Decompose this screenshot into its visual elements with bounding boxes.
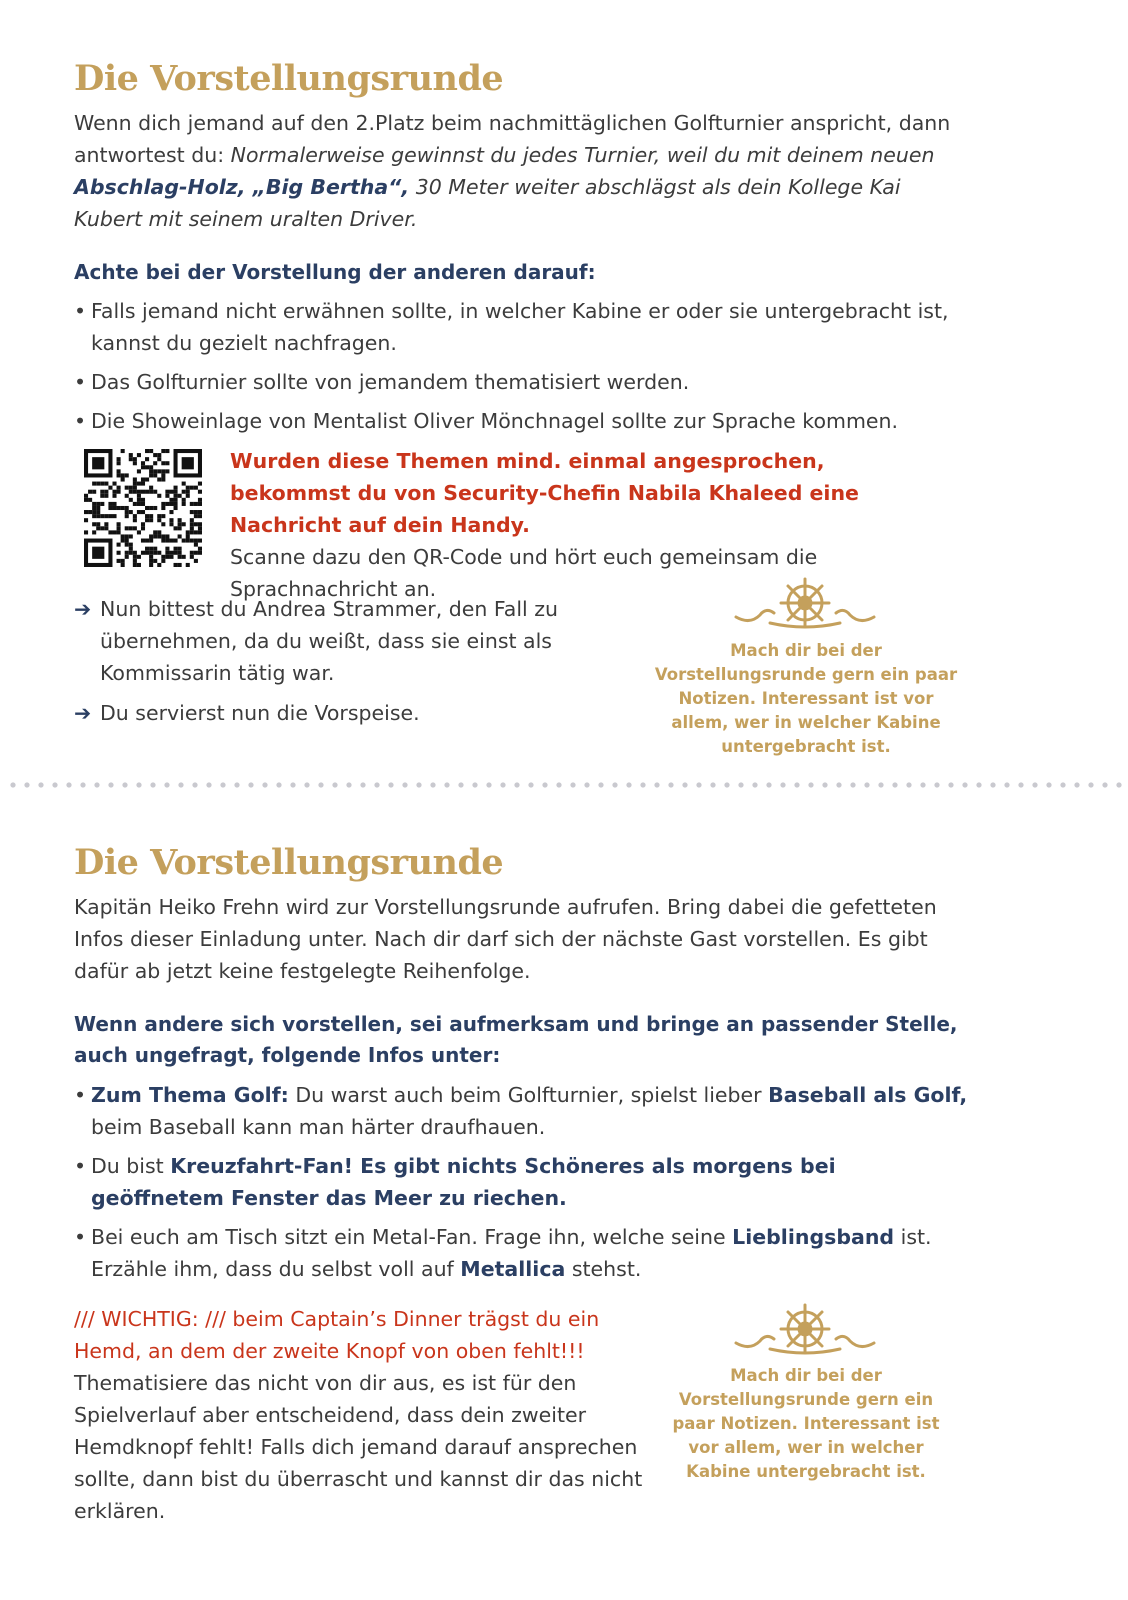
- arrow-right-icon: ➔: [74, 597, 92, 621]
- ship-wheel-icon: [730, 1303, 880, 1357]
- section1-note: Mach dir bei der Vorstellungsrunde gern ein paar Notizen. Interessant ist vor allem, wer in welcher Kabine untergebracht ist.: [654, 641, 958, 756]
- list-item: • Zum Thema Golf: Du warst auch beim Golfturnier, spielst lieber Baseball als Golf, beim Baseball kann man härter draufhauen.: [74, 1079, 974, 1143]
- intro-italic: Normalerweise gewinnst du jedes Turnier, weil du mit deinem neuen: [230, 143, 935, 167]
- dotted-divider: [6, 782, 1122, 788]
- qr-red-text: Wurden diese Themen mind. einmal angesprochen, bekommst du von Security-Chefin Nabila Khaleed eine Nachricht auf dein Handy.: [230, 449, 859, 537]
- list-item: • Die Showeinlage von Mentalist Oliver Mönchnagel sollte zur Sprache kommen.: [74, 405, 954, 437]
- arrow-right-icon: ➔: [74, 701, 92, 725]
- intro-bold: Abschlag-Holz, „Big Bertha“,: [74, 175, 410, 199]
- important-red-text: /// WICHTIG: /// beim Captain’s Dinner trägst du ein Hemd, an dem der zweite Knopf von oben fehlt!!!: [74, 1307, 600, 1363]
- arrow-item: ➔ Du servierst nun die Vorspeise.: [74, 697, 564, 729]
- qr-code-icon[interactable]: [84, 449, 202, 567]
- list-item: • Das Golfturnier sollte von jemandem thematisiert werden.: [74, 366, 954, 398]
- list-item: • Bei euch am Tisch sitzt ein Metal-Fan. Frage ihn, welche seine Lieblingsband ist. Erzähle ihm, dass du selbst voll auf Metallica stehst.: [74, 1221, 974, 1285]
- section1-bullets: [74, 295, 954, 444]
- section1-subheading: Achte bei der Vorstellung der anderen darauf:: [74, 260, 596, 284]
- intro-italic-end: 30 Meter weiter abschlägst als dein Kollege Kai Kubert mit seinem uralten Driver.: [74, 175, 901, 231]
- list-item: • Du bist Kreuzfahrt-Fan! Es gibt nichts Schöneres als morgens bei geöffnetem Fenster das Meer zu riechen.: [74, 1150, 974, 1214]
- list-item: • Falls jemand nicht erwähnen sollte, in welcher Kabine er oder sie untergebracht ist, kannst du gezielt nachfragen.: [74, 295, 954, 359]
- section1-title: Die Vorstellungsrunde: [74, 58, 504, 99]
- section2-title: Die Vorstellungsrunde: [74, 842, 504, 883]
- section2-subheading: Wenn andere sich vorstellen, sei aufmerksam und bringe an passender Stelle, auch ungefragt, folgende Infos unter:: [74, 1012, 958, 1067]
- qr-plain-text: Scanne dazu den QR-Code und hört euch gemeinsam die Sprachnachricht an.: [230, 545, 818, 601]
- section2-intro: Kapitän Heiko Frehn wird zur Vorstellungsrunde aufrufen. Bring dabei die gefetteten Infos dieser Einladung unter. Nach dir darf sich der nächste Gast vorstellen. Es gibt dafür ab jetzt keine festgelegte Reihenfolge.: [74, 895, 937, 983]
- section2-bullets: [74, 1079, 974, 1292]
- arrow-item: ➔ Nun bittest du Andrea Strammer, den Fall zu übernehmen, da du weißt, dass sie einst als Kommissarin tätig war.: [74, 593, 564, 689]
- intro-plain: Wenn dich jemand auf den 2.Platz beim nachmittäglichen Golfturnier anspricht, dann antwortest du:: [74, 111, 951, 167]
- section1-arrows: [74, 593, 564, 729]
- section2-note: Mach dir bei der Vorstellungsrunde gern ein paar Notizen. Interessant ist vor allem, wer in welcher Kabine untergebracht ist.: [672, 1366, 940, 1481]
- important-plain-text: Thematisiere das nicht von dir aus, es ist für den Spielverlauf aber entscheidend, dass dein zweiter Hemdknopf fehlt! Falls dich jemand darauf ansprechen sollte, dann bist du überrascht und kannst dir das nicht erklären.: [74, 1371, 643, 1523]
- ship-wheel-icon: [730, 577, 880, 631]
- section1-intro: [74, 107, 974, 235]
- important-note: [74, 1303, 659, 1527]
